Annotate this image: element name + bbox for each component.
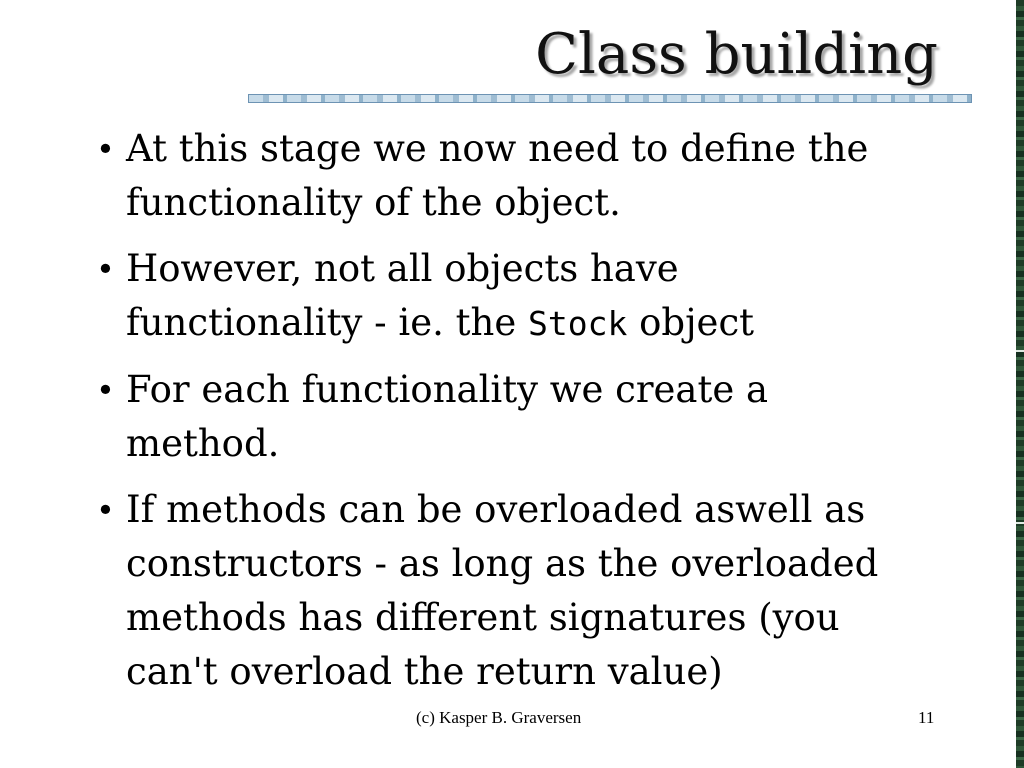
bullet-text: At this stage we now need to define the functionality of the object. (126, 127, 869, 224)
bullet-list (92, 122, 892, 711)
bullet-code: Stock (528, 304, 628, 343)
bullet-item (92, 483, 892, 699)
footer-credit: (c) Kasper B. Graversen (416, 708, 582, 727)
bullet-dot-icon: • (96, 371, 115, 409)
right-decorative-strip (1016, 0, 1024, 768)
strip-divider-mark (1016, 522, 1024, 524)
bullet-text: If methods can be overloaded aswell as constructors - as long as the overloaded methods has different signatures (you can't overload the return value) (126, 488, 879, 693)
bullet-text: However, not all objects have functionality - ie. the (126, 247, 679, 344)
bullet-dot-icon: • (96, 491, 115, 529)
bullet-item (92, 363, 892, 471)
bullet-text-tail: object (627, 301, 755, 344)
slide-title: Class building (535, 22, 938, 87)
bullet-item (92, 242, 892, 351)
strip-divider-mark (1016, 350, 1024, 352)
bullet-dot-icon: • (96, 130, 115, 168)
bullet-text: For each functionality we create a method. (126, 368, 769, 465)
title-underline-decoration (248, 94, 972, 103)
bullet-item (92, 122, 892, 230)
bullet-dot-icon: • (96, 250, 115, 288)
page-number: 11 (918, 708, 935, 727)
